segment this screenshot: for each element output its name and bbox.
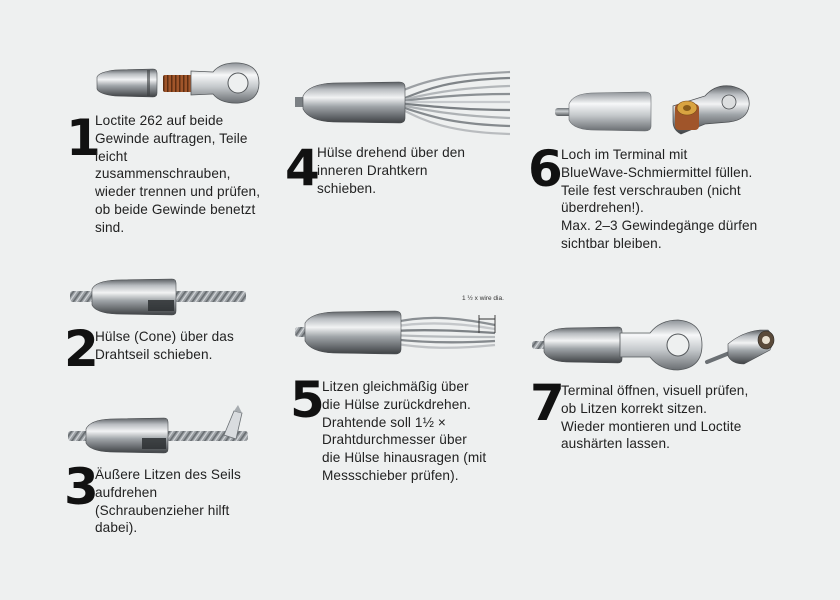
instruction-line: sichtbar bleiben. <box>561 235 662 251</box>
instruction-line: aushärten lassen. <box>561 436 671 452</box>
instruction-line: Loctite 262 auf beide <box>95 113 224 128</box>
cone-with-screwdriver-illustration <box>68 405 253 455</box>
cone-with-strands-laid-back-illustration <box>295 305 505 361</box>
instruction-line: Litzen gleichmäßig über <box>322 379 469 394</box>
step-instruction <box>95 466 241 537</box>
instruction-line: die Hülse zurückdrehen. <box>322 396 471 412</box>
instruction-line: inneren Drahtkern <box>317 162 428 178</box>
step-number: 3 <box>64 458 97 516</box>
step-instruction <box>322 378 486 485</box>
assembled-eye-terminal-illustration <box>532 316 782 374</box>
measurement-annotation: 1 ½ x wire dia. <box>462 295 504 302</box>
instruction-line: Drahtende soll 1½ × <box>322 414 446 430</box>
instruction-line: (Schraubenzieher hilft <box>95 502 230 518</box>
instruction-line: schieben. <box>317 180 377 196</box>
instruction-line: sind. <box>95 219 125 235</box>
step-instruction <box>95 112 260 237</box>
instruction-line: Wieder montieren und Loctite <box>561 418 742 434</box>
instruction-line: Messschieber prüfen). <box>322 467 459 483</box>
step-number: 1 <box>66 109 99 167</box>
instruction-line: ob beide Gewinde benetzt <box>95 201 256 217</box>
step-instruction <box>561 146 757 253</box>
step-number: 4 <box>285 139 318 197</box>
instruction-line: Terminal öffnen, visuell prüfen, <box>561 383 749 398</box>
cone-and-terminal-with-grease-illustration <box>555 82 755 140</box>
instruction-line: zusammenschrauben, <box>95 166 231 182</box>
step-instruction <box>95 328 234 364</box>
instruction-line: Loch im Terminal mit <box>561 147 688 162</box>
instruction-line: überdrehen!). <box>561 200 644 216</box>
cone-with-unwound-strands-illustration <box>295 72 513 136</box>
instruction-line: Hülse drehend über den <box>317 145 466 160</box>
instruction-line: Drahtseil schieben. <box>95 346 213 362</box>
step-instruction <box>317 144 465 197</box>
cone-on-wire-rope-illustration <box>70 275 250 319</box>
instruction-line: Teile fest verschrauben (nicht <box>561 182 741 198</box>
step-number: 7 <box>530 374 563 432</box>
instruction-line: Äußere Litzen des Seils <box>95 467 241 482</box>
instruction-line: leicht <box>95 148 128 164</box>
instruction-line: ob Litzen korrekt sitzen. <box>561 400 708 416</box>
step-number: 6 <box>528 140 561 198</box>
instruction-line: Drahtdurchmesser über <box>322 432 467 448</box>
instruction-line: Hülse (Cone) über das <box>95 329 234 344</box>
instruction-line: die Hülse hinausragen (mit <box>322 450 487 466</box>
instruction-line: wieder trennen und prüfen, <box>95 184 261 200</box>
step-number: 2 <box>64 320 97 378</box>
cone-and-eye-terminal-with-threads-illustration <box>95 60 265 108</box>
step-number: 5 <box>290 371 323 429</box>
instruction-line: BlueWave-Schmiermittel füllen. <box>561 164 753 180</box>
instruction-line: Gewinde auftragen, Teile <box>95 130 248 146</box>
instruction-line: dabei). <box>95 520 138 536</box>
step-instruction <box>561 382 748 453</box>
instruction-line: aufdrehen <box>95 484 158 500</box>
instruction-line: Max. 2–3 Gewindegänge dürfen <box>561 218 758 234</box>
